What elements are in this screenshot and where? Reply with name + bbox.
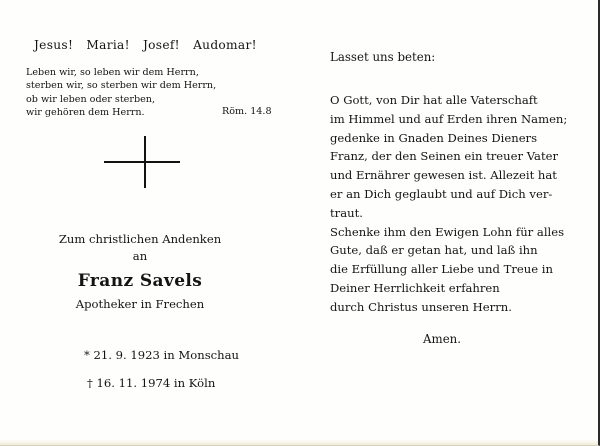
card-bottom-edge <box>0 439 598 445</box>
prayer-line: die Erfüllung aller Liebe und Treue in <box>330 262 553 277</box>
psalm-line: Leben wir, so leben wir dem Herrn, <box>26 67 199 78</box>
prayer-line: Gute, daß er getan hat, und laß ihn <box>330 243 538 258</box>
deceased-name: Franz Savels <box>77 271 203 291</box>
prayer-line: im Himmel und auf Erden ihren Namen; <box>330 111 568 126</box>
psalm-line: wir gehören dem Herrn. <box>26 107 145 119</box>
cross-horizontal-bar <box>104 161 180 163</box>
prayer-line: er an Dich geglaubt und auf Dich ver- <box>330 186 553 201</box>
prayer-line: Franz, der den Seinen ein treuer Vater <box>330 149 559 164</box>
psalm-line: ob wir leben oder sterben, <box>26 93 155 105</box>
prayer-line: gedenke in Gnaden Deines Dieners <box>330 130 538 145</box>
prayer-text <box>330 91 570 317</box>
prayer-line: Schenke ihm den Ewigen Lohn für alles <box>330 224 565 239</box>
psalm-line: sterben wir, so sterben wir dem Herrn, <box>26 80 217 92</box>
memory-line: Zum christlichen Andenken <box>58 232 222 246</box>
death-date: † 16. 11. 1974 in Köln <box>87 376 216 390</box>
psalm-verse <box>26 66 216 120</box>
profession: Apotheker in Frechen <box>75 297 205 311</box>
prayer-line: O Gott, von Dir hat alle Vaterschaft <box>330 93 538 107</box>
invocations <box>34 38 266 52</box>
invocation-audomar: Audomar! <box>193 38 257 52</box>
invocation-jesus: Jesus! <box>34 38 74 52</box>
prayer-line: traut. <box>330 205 363 220</box>
cross-icon <box>104 136 180 188</box>
prayer-line: durch Christus unseren Herrn. <box>330 299 512 314</box>
invocation-maria: Maria! <box>86 38 130 52</box>
invocation-josef: Josef! <box>142 38 180 52</box>
memory-word: an <box>132 249 148 263</box>
birth-date: * 21. 9. 1923 in Monschau <box>84 348 240 362</box>
psalm-reference: Röm. 14.8 <box>222 106 272 117</box>
prayer-line: und Ernährer gewesen ist. Allezeit hat <box>330 168 557 183</box>
amen: Amen. <box>423 332 462 346</box>
prayer-line: Deiner Herrlichkeit erfahren <box>330 280 500 295</box>
prayer-intro: Lasset uns beten: <box>330 50 436 64</box>
